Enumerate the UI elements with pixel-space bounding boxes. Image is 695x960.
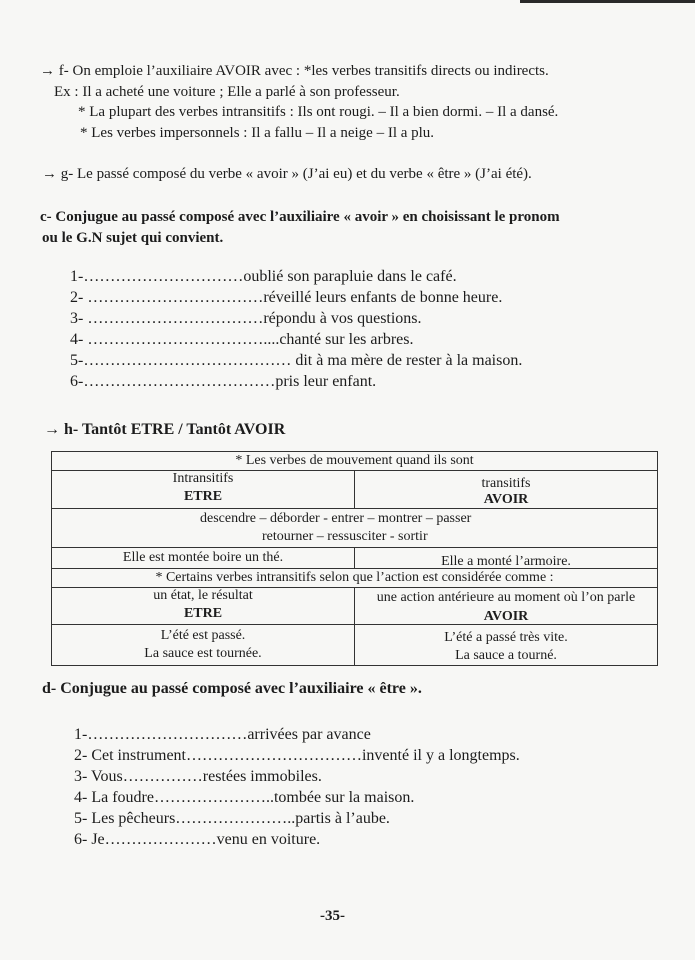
section-h-title: → h- Tantôt ETRE / Tantôt AVOIR [44,421,286,438]
table-row: Elle est montée boire un thé. Elle a monté l’armoire. [52,547,657,568]
exercise-d-item: 6- Je…………………venu en voiture. [74,831,321,848]
arrow-right-icon: → [42,166,57,182]
section-f-impersonal: * Les verbes impersonnels : Il a fallu – Il a neige – Il a plu. [80,125,435,141]
etre-avoir-table [51,451,658,666]
table-row: * Les verbes de mouvement quand ils sont [235,453,474,468]
exercise-d-item: 4- La foudre…………………..tombée sur la maison. [74,789,415,806]
section-f-intransitive: * La plupart des verbes intransitifs : Ils ont rougi. – Il a bien dormi. – Il a dansé. [78,104,559,120]
table-row: descendre – déborder - entrer – montrer – passer retourner – ressusciter - sortir [52,508,657,547]
section-f-title: → f- On emploie l’auxiliaire AVOIR avec : *les verbes transitifs directs ou indirects. [40,63,549,79]
table-cell-intransitive: Intransitifs ETRE [172,471,234,504]
top-edge-bar [520,0,695,3]
table-cell-right-examples: L’été a passé très vite. La sauce a tourné. [354,625,657,665]
arrow-right-icon: → [44,421,60,438]
table-cell-left-examples: L’été est passé. La sauce est tournée. [144,628,262,661]
exercise-c-title-line1: c- Conjugue au passé composé avec l’auxiliaire « avoir » en choisissant le pronom [40,209,560,225]
table-row [52,470,657,508]
exercise-c-item: 4- ……………………………....chanté sur les arbres. [70,331,414,348]
exercise-d-item: 3- Vous……………restées immobiles. [74,768,322,785]
exercise-c-item: 6-………………………………pris leur enfant. [70,373,377,390]
exercise-c-item: 5-………………………………… dit à ma mère de rester à la maison. [70,352,523,369]
arrow-right-icon: → [40,63,55,79]
exercise-d-item: 2- Cet instrument……………………………inventé il y a longtemps. [74,747,520,764]
exercise-d-item: 1-…………………………arrivées par avance [74,726,371,743]
exercise-c-item: 2- ……………………………réveillé leurs enfants de bonne heure. [70,289,503,306]
table-cell-state: un état, le résultat ETRE [153,588,253,621]
section-f-example: Ex : Il a acheté une voiture ; Elle a parlé à son professeur. [54,84,400,100]
table-row [52,624,657,665]
table-cell-transitive: transitifs AVOIR [354,471,657,508]
table-row [52,587,657,624]
page-number: -35- [320,908,345,924]
table-cell-action: une action antérieure au moment où l’on parle AVOIR [354,588,657,624]
exercise-c-item: 3- ……………………………répondu à vos questions. [70,310,422,327]
exercise-c-item: 1-…………………………oublié son parapluie dans le café. [70,268,457,285]
section-g-text: → g- Le passé composé du verbe « avoir » (J’ai eu) et du verbe « être » (J’ai été). [42,166,532,182]
exercise-d-title: d- Conjugue au passé composé avec l’auxiliaire « être ». [42,680,422,697]
exercise-c-title-line2: ou le G.N sujet qui convient. [42,230,224,246]
exercise-d-item: 5- Les pêcheurs…………………..partis à l’aube. [74,810,390,827]
table-row: * Certains verbes intransitifs selon que l’action est considérée comme : [52,568,657,587]
